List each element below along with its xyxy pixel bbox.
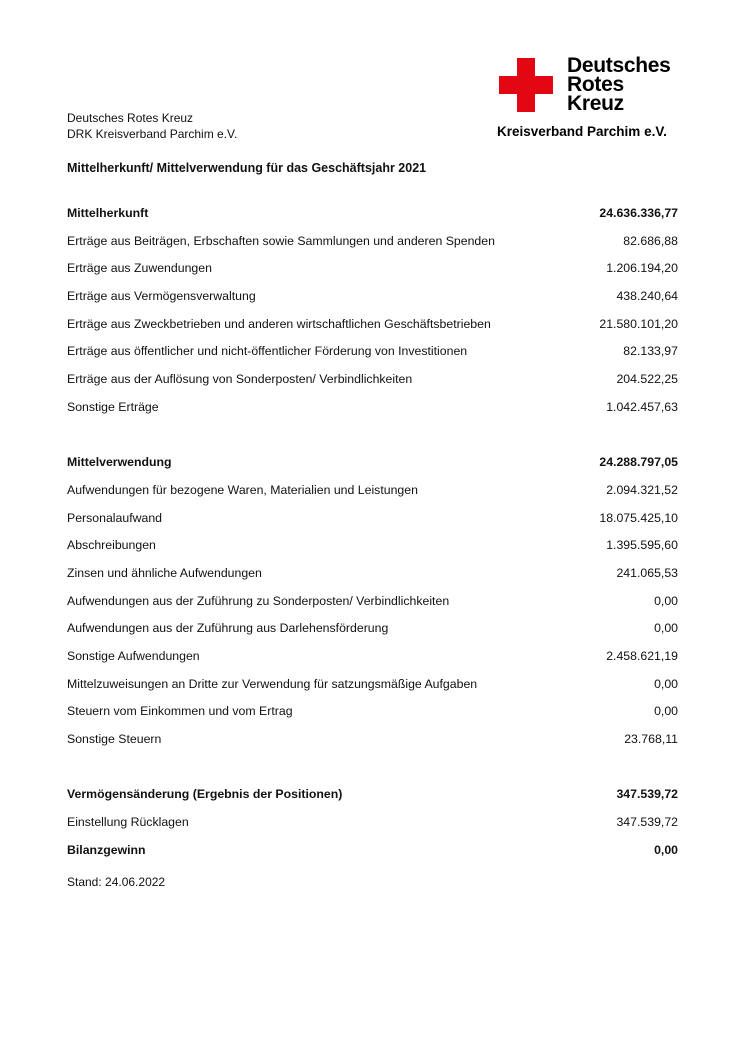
table-row	[67, 507, 678, 535]
logo-line-1: Deutsches	[567, 54, 671, 77]
logo-line-2: Rotes	[567, 73, 624, 96]
row-label: Aufwendungen aus der Zuführung aus Darlehensförderung	[67, 621, 389, 636]
stand-date: Stand: 24.06.2022	[67, 875, 166, 889]
row-value: 23.768,11	[624, 732, 678, 747]
row-value: 0,00	[654, 621, 678, 636]
table-row	[67, 590, 678, 618]
table-row	[67, 728, 678, 756]
row-label: Steuern vom Einkommen und vom Ertrag	[67, 704, 293, 719]
row-label: Zinsen und ähnliche Aufwendungen	[67, 565, 262, 580]
row-label: Aufwendungen aus der Zuführung zu Sonderposten/ Verbindlichkeiten	[67, 593, 450, 608]
row-label: Personalaufwand	[67, 510, 163, 525]
row-label: Sonstige Steuern	[67, 732, 162, 747]
row-label: Erträge aus der Auflösung von Sonderposten/ Verbindlichkeiten	[67, 372, 413, 387]
row-label: Erträge aus Zweckbetrieben und anderen wirtschaftlichen Geschäftsbetrieben	[67, 316, 491, 331]
bilanzgewinn-row	[67, 839, 678, 867]
row-value: 2.458.621,19	[606, 649, 678, 663]
row-label: Mittelzuweisungen an Dritte zur Verwendung für satzungsmäßige Aufgaben	[67, 676, 478, 691]
row-label: Sonstige Aufwendungen	[67, 649, 200, 663]
row-value: 241.065,53	[616, 565, 678, 580]
table-row	[67, 700, 678, 728]
ergebnis-header-row	[67, 783, 678, 811]
table-row	[67, 285, 678, 313]
row-value: 1.206.194,20	[606, 261, 678, 276]
verwendung-total: 24.288.797,05	[599, 455, 678, 470]
row-value: 0,00	[654, 676, 678, 691]
row-label: Erträge aus öffentlicher und nicht-öffentlicher Förderung von Investitionen	[67, 344, 468, 359]
row-value: 1.395.595,60	[606, 538, 678, 553]
financial-table	[67, 202, 678, 867]
row-value: 21.580.101,20	[599, 316, 678, 331]
verwendung-heading: Mittelverwendung	[67, 455, 172, 470]
table-row	[67, 368, 678, 396]
row-value: 204.522,25	[616, 372, 678, 387]
logo-line-3: Kreuz	[567, 92, 624, 115]
org-branch: DRK Kreisverband Parchim e.V.	[67, 127, 238, 141]
herkunft-total: 24.636.336,77	[599, 206, 678, 220]
section-spacer	[67, 424, 678, 452]
row-label: Erträge aus Zuwendungen	[67, 261, 212, 276]
row-value: 82.133,97	[623, 344, 678, 359]
table-row	[67, 534, 678, 562]
row-value: 1.042.457,63	[606, 399, 678, 414]
row-label: Aufwendungen für bezogene Waren, Materialien und Leistungen	[67, 482, 418, 497]
section-spacer	[67, 756, 678, 784]
red-cross-icon	[499, 58, 553, 112]
ruecklagen-label: Einstellung Rücklagen	[67, 815, 189, 830]
table-row	[67, 479, 678, 507]
table-row	[67, 673, 678, 701]
row-label: Abschreibungen	[67, 538, 156, 553]
bilanzgewinn-value: 0,00	[654, 842, 678, 857]
row-value: 438.240,64	[616, 289, 678, 304]
table-row	[67, 313, 678, 341]
logo-wordmark	[567, 56, 671, 113]
drk-logo	[497, 56, 687, 144]
org-name: Deutsches Rotes Kreuz	[67, 111, 194, 125]
ergebnis-heading: Vermögensänderung (Ergebnis der Positionen)	[67, 787, 343, 802]
verwendung-header-row	[67, 451, 678, 479]
row-value: 0,00	[654, 593, 678, 608]
herkunft-header-row	[67, 202, 678, 230]
row-label: Sonstige Erträge	[67, 399, 159, 414]
ruecklagen-row	[67, 811, 678, 839]
row-value: 18.075.425,10	[599, 510, 678, 525]
row-label: Erträge aus Vermögensverwaltung	[67, 289, 256, 304]
herkunft-heading: Mittelherkunft	[67, 206, 149, 220]
table-row	[67, 645, 678, 673]
row-value: 82.686,88	[623, 233, 678, 248]
row-value: 2.094.321,52	[606, 482, 678, 497]
row-value: 0,00	[654, 704, 678, 719]
document-title: Mittelherkunft/ Mittelverwendung für das Geschäftsjahr 2021	[67, 161, 427, 175]
table-row	[67, 340, 678, 368]
table-row	[67, 562, 678, 590]
table-row	[67, 617, 678, 645]
organization-address	[67, 110, 237, 142]
table-row	[67, 230, 678, 258]
bilanzgewinn-label: Bilanzgewinn	[67, 842, 146, 857]
ruecklagen-value: 347.539,72	[616, 815, 678, 830]
logo-subline: Kreisverband Parchim e.V.	[497, 124, 667, 139]
table-row	[67, 396, 678, 424]
table-row	[67, 257, 678, 285]
ergebnis-total: 347.539,72	[616, 787, 678, 802]
row-label: Erträge aus Beiträgen, Erbschaften sowie Sammlungen und anderen Spenden	[67, 233, 495, 248]
